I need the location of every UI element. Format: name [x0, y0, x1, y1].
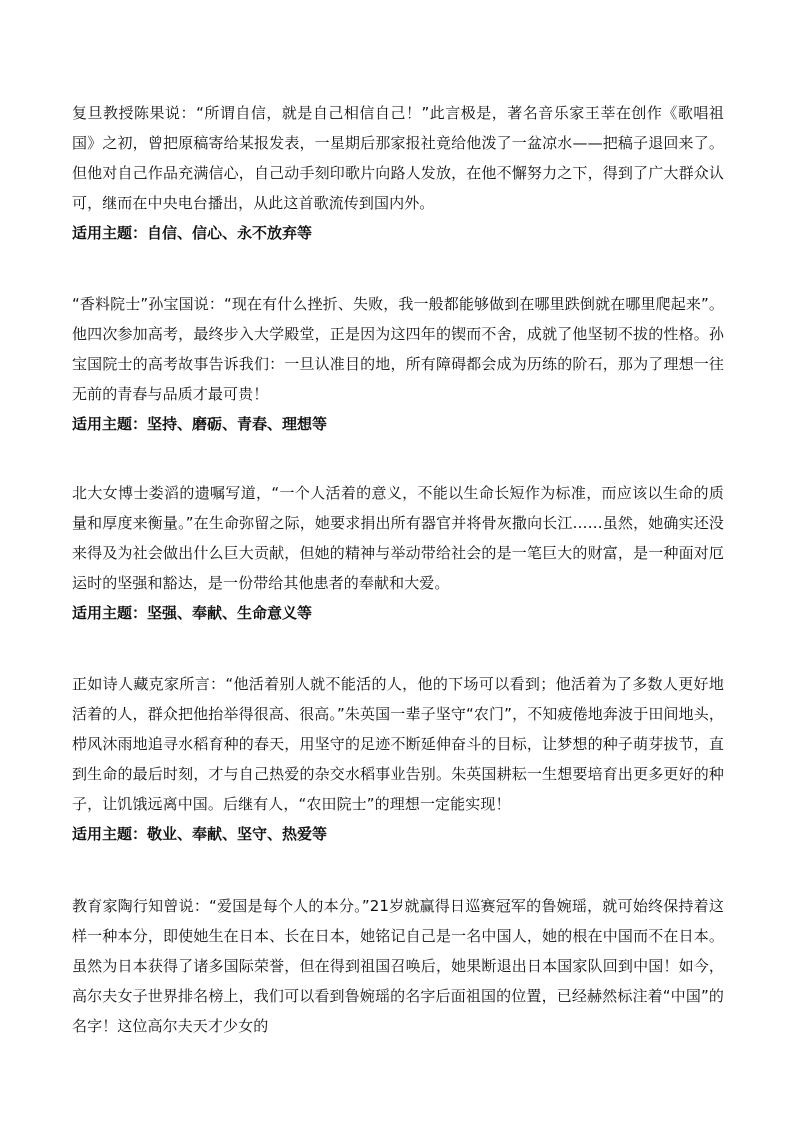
essay-material-entry — [72, 478, 724, 628]
applicable-theme-label: 适用主题：自信、信心、永不放弃等 — [72, 224, 313, 242]
essay-material-entry — [72, 98, 724, 248]
applicable-theme-label: 适用主题：坚持、磨砺、青春、理想等 — [72, 415, 328, 433]
applicable-theme-label: 适用主题：敬业、奉献、坚守、热爱等 — [72, 825, 328, 843]
material-paragraph: “香料院士”孙宝国说：“现在有什么挫折、失败，我一般都能够做到在哪里跌倒就在哪里爬起来”。他四次参加高考，最终步入大学殿堂，正是因为这四年的锲而不舍，成就了他坚韧不拔的性格。孙宝国院士的高考故事告诉我们：一旦认准目的地，所有障碍都会成为历练的阶石，那为了理想一往无前的青春与品质才最可贵！ — [72, 295, 724, 403]
material-paragraph: 正如诗人藏克家所言：“他活着别人就不能活的人，他的下场可以看到；他活着为了多数人更好地活着的人，群众把他抬举得很高、很高。”朱英国一辈子坚守“农门”，不知疲倦地奔波于田间地头，栉风沐雨地追寻水稻育种的春天，用坚守的足迹不断延伸奋斗的目标，让梦想的种子萌芽拔节，直到生命的最后时刻，才与自己热爱的杂交水稻事业告别。朱英国耕耘一生想要培育出更多更好的种子，让饥饿远离中国。后继有人，“农田院士”的理想一定能实现！ — [72, 675, 724, 813]
material-paragraph: 复旦教授陈果说：“所谓自信，就是自己相信自己！”此言极是，著名音乐家王莘在创作《歌唱祖国》之初，曾把原稿寄给某报发表，一星期后那家报社竟给他泼了一盆凉水——把稿子退回来了。但他对自己作品充满信心，自己动手刻印歌片向路人发放，在他不懈努力之下，得到了广大群众认可，继而在中央电台播出，从此这首歌流传到国内外。 — [72, 104, 724, 212]
essay-material-entry — [72, 289, 724, 439]
essay-material-entry — [72, 891, 724, 1041]
applicable-theme-label: 适用主题：坚强、奉献、生命意义等 — [72, 604, 313, 622]
essay-material-entry — [72, 669, 724, 849]
material-paragraph: 教育家陶行知曾说：“爱国是每个人的本分。”21岁就赢得日巡赛冠军的鲁婉瑶，就可始终保持着这样一种本分，即使她生在日本、长在日本，她铭记自己是一名中国人，她的根在中国而不在日本。虽然为日本获得了诸多国际荣誉，但在得到祖国召唤后，她果断退出日本国家队回到中国！如今，高尔夫女子世界排名榜上，我们可以看到鲁婉瑶的名字后面祖国的位置，已经赫然标注着“中国”的名字！这位高尔夫天才少女的 — [72, 897, 724, 1035]
material-paragraph: 北大女博士娄滔的遗嘱写道，“一个人活着的意义，不能以生命长短作为标准，而应该以生命的质量和厚度来衡量。”在生命弥留之际，她要求捐出所有器官并将骨灰撒向长江……虽然，她确实还没来得及为社会做出什么巨大贡献，但她的精神与举动带给社会的是一笔巨大的财富，是一种面对厄运时的坚强和豁达，是一份带给其他患者的奉献和大爱。 — [72, 484, 724, 592]
